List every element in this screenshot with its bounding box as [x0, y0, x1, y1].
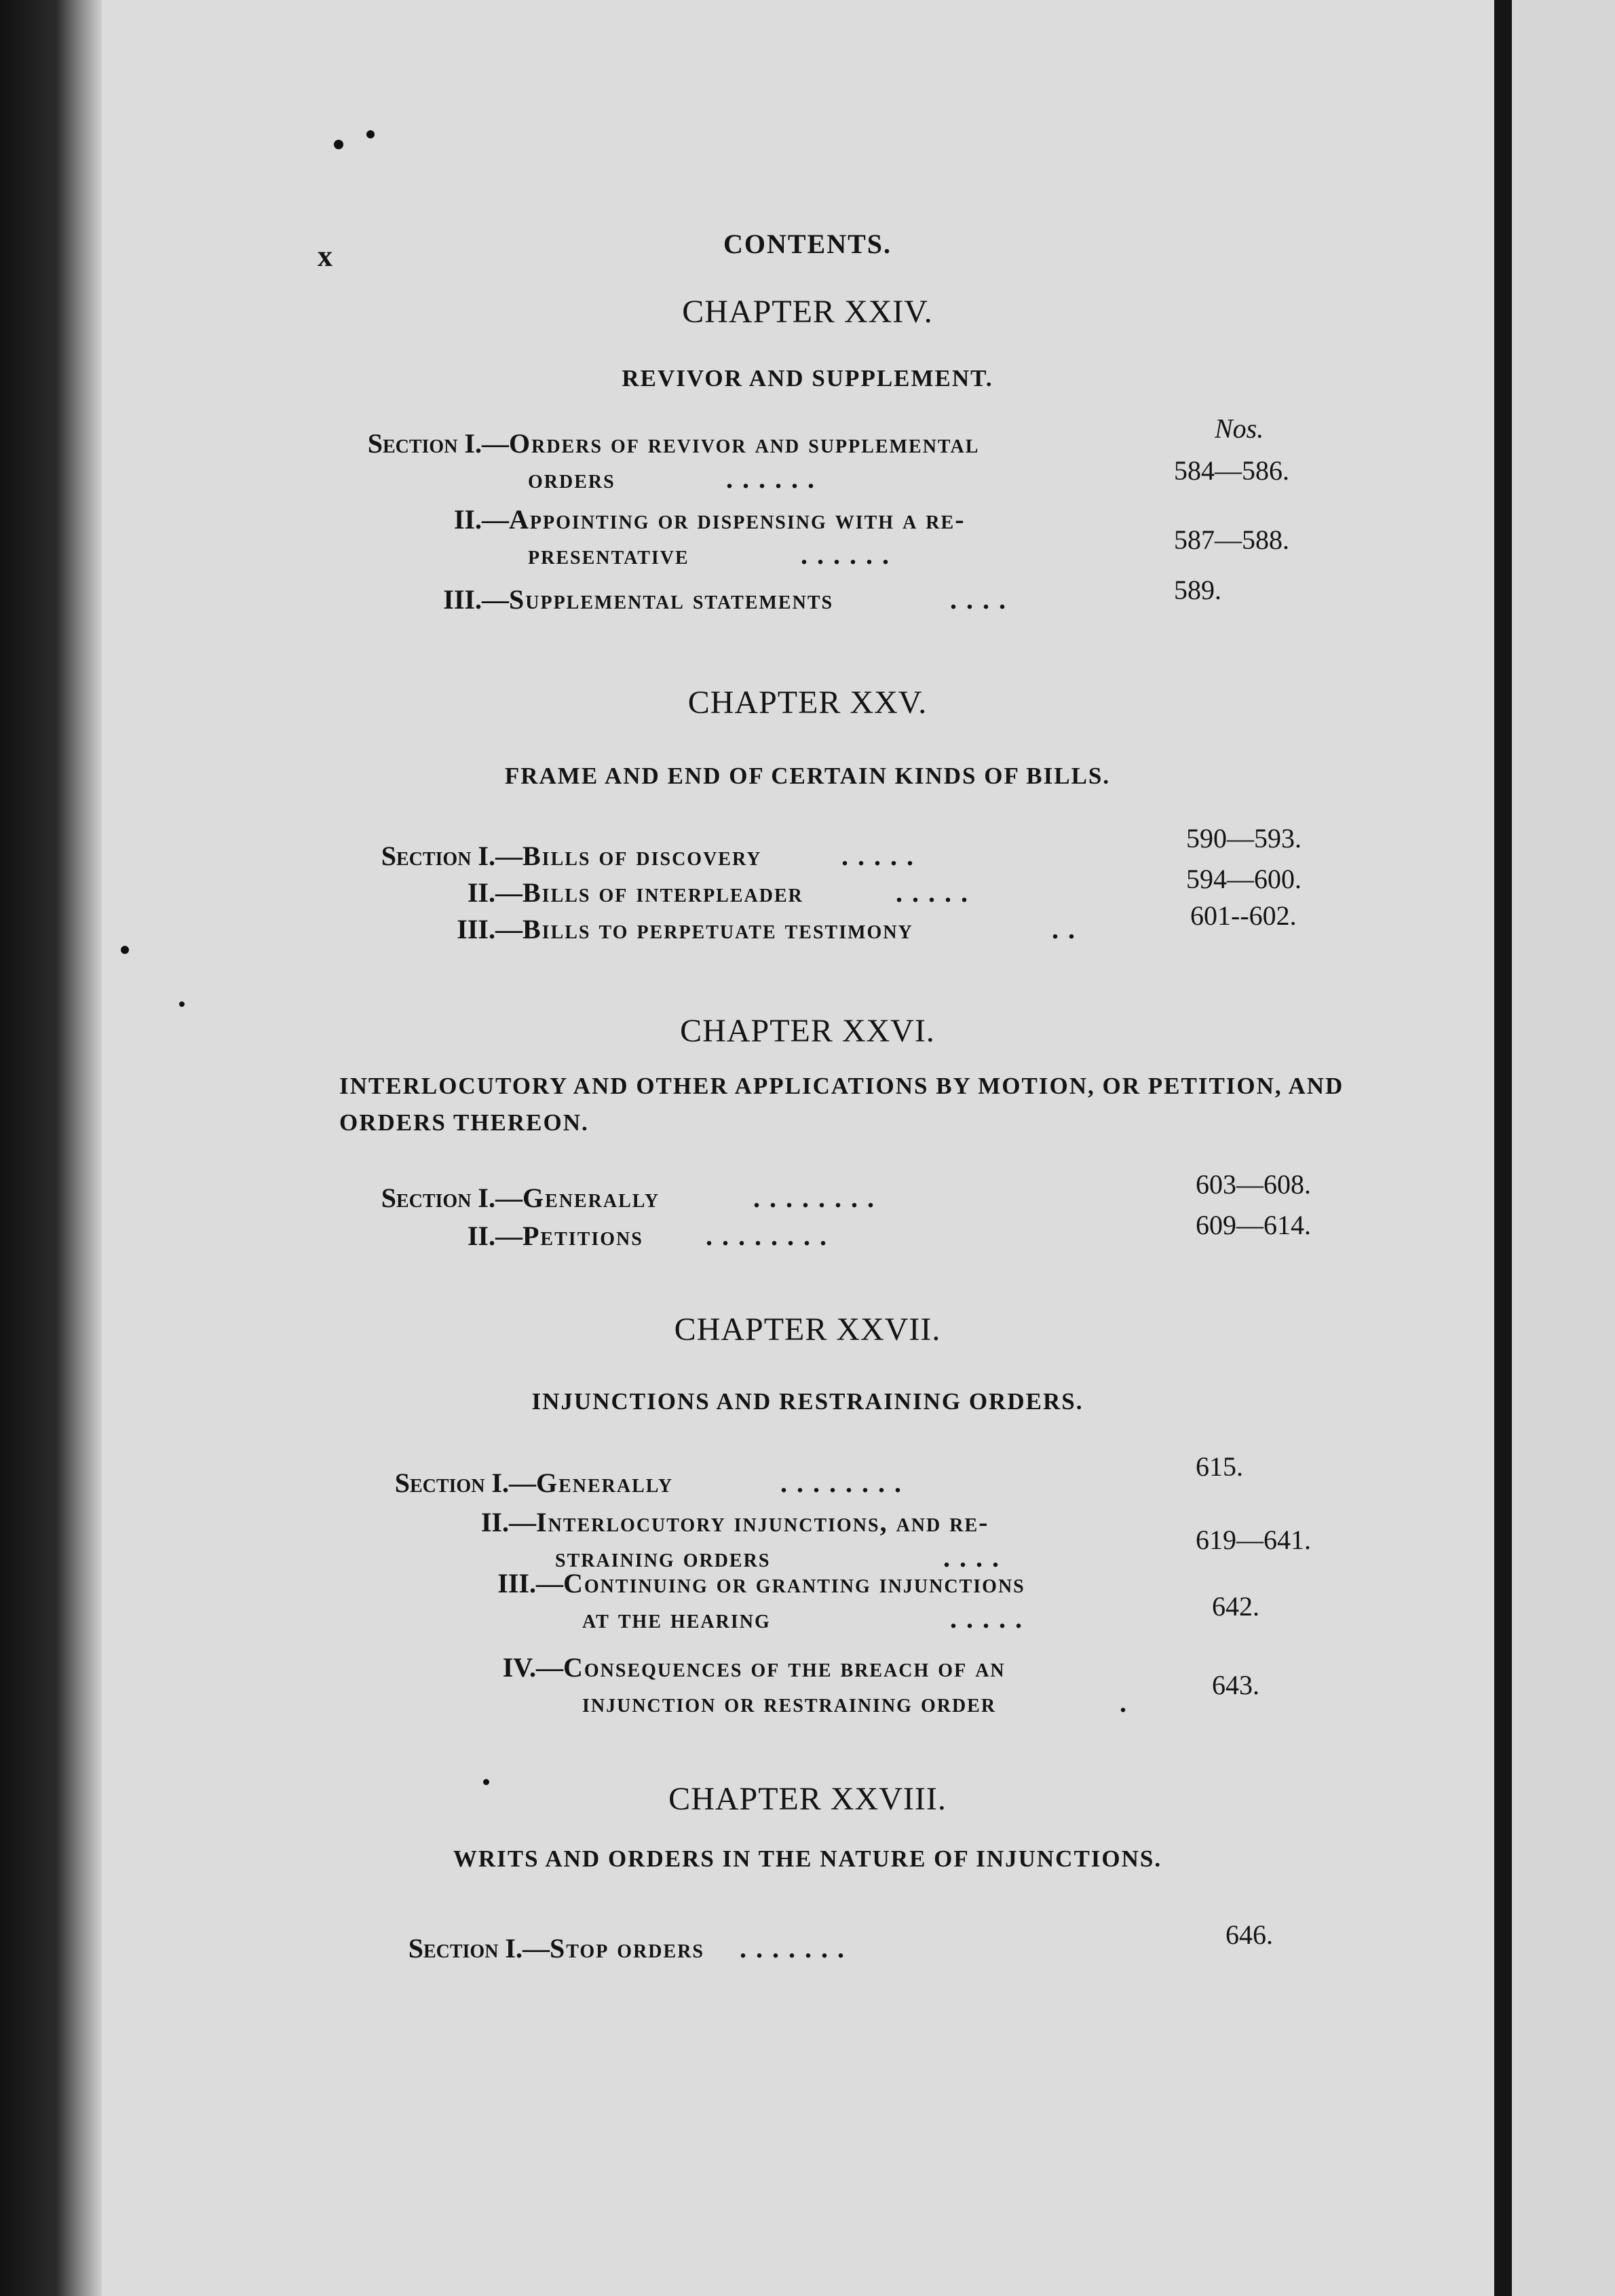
section-title-line: Generally [522, 1183, 660, 1213]
leader-dots: . . [1052, 914, 1076, 944]
section-prefix: II.— [480, 1507, 536, 1537]
section-prefix: Section I.— [408, 1933, 550, 1964]
section-title-line: Bills of interpleader [522, 877, 803, 908]
section-title [522, 875, 803, 911]
chapter-title: CHAPTER XXVII. [674, 1312, 941, 1347]
section-title [522, 1219, 643, 1254]
numbers-column-header: Nos. [1215, 413, 1264, 444]
section-title [522, 1181, 660, 1216]
section-prefix: Section I.— [381, 1183, 522, 1213]
section-title-line: Petitions [522, 1221, 643, 1251]
section-title-line: Consequences of the breach of an [563, 1652, 1006, 1683]
section-prefix: Section I.— [381, 841, 522, 871]
section-numbers: 643. [1212, 1670, 1259, 1700]
section-title [550, 1931, 704, 1966]
section-title-line: Supplemental statements [509, 584, 834, 615]
section-title-line: Generally [536, 1468, 674, 1498]
section-numbers: 642. [1212, 1591, 1259, 1622]
section-numbers: 589. [1174, 575, 1221, 605]
leader-dots: . . . . [943, 1542, 1000, 1573]
section-prefix: III.— [457, 914, 522, 944]
section-prefix: III.— [443, 584, 509, 615]
section-title-line: Continuing or granting injunctions [563, 1568, 1025, 1599]
section-numbers: 609—614. [1196, 1210, 1311, 1240]
section-title [563, 1650, 1006, 1721]
chapter-subtitle: REVIVOR AND SUPPLEMENT. [622, 365, 993, 391]
section-prefix: Section I.— [367, 428, 509, 459]
ink-speck [179, 1001, 185, 1007]
leader-dots: . . . . . . . [740, 1933, 846, 1964]
chapter-title: CHAPTER XXIV. [682, 294, 933, 330]
section-title-line: injunction or restraining order [582, 1687, 997, 1718]
chapter-title: CHAPTER XXVI. [680, 1013, 935, 1049]
section-numbers: 615. [1196, 1451, 1243, 1482]
section-title-line: presentative [528, 539, 689, 570]
leader-dots: . . . . . . . . [780, 1468, 902, 1498]
leader-dots: . . . . [950, 584, 1007, 615]
section-prefix: III.— [497, 1568, 563, 1599]
section-title-line: orders [528, 463, 615, 494]
section-numbers: 594—600. [1186, 864, 1302, 894]
section-title-line: at the hearing [582, 1603, 771, 1634]
section-title [522, 839, 761, 874]
leader-dots: . [1120, 1687, 1128, 1718]
section-prefix: II.— [453, 504, 509, 535]
book-gutter-right [1494, 0, 1512, 2296]
leader-dots: . . . . . . [726, 463, 816, 494]
leader-dots: . . . . . . . . [753, 1183, 875, 1213]
ink-speck [334, 140, 343, 149]
leader-dots: . . . . . [950, 1603, 1023, 1634]
chapter-subtitle: INTERLOCUTORY AND OTHER APPLICATIONS BY MOTION, OR PETITION, AND ORDERS THEREON. [339, 1073, 1344, 1136]
section-title-line: straining orders [555, 1542, 771, 1573]
chapter-title: CHAPTER XXVIII. [668, 1781, 947, 1817]
section-numbers: 603—608. [1196, 1169, 1311, 1200]
ink-speck [366, 130, 375, 138]
section-prefix: IV.— [502, 1652, 563, 1683]
chapter-subtitle: INJUNCTIONS AND RESTRAINING ORDERS. [531, 1388, 1084, 1415]
section-title-line: Orders of revivor and supplemental [509, 428, 980, 459]
section-numbers: 584—586. [1174, 455, 1289, 486]
ink-speck [121, 946, 129, 954]
section-title-line: Stop orders [550, 1933, 704, 1964]
section-title [536, 1505, 989, 1575]
running-head: CONTENTS. [723, 229, 892, 259]
section-title [522, 912, 913, 947]
leader-dots: . . . . . . [801, 539, 890, 570]
page-folio: x [318, 240, 332, 273]
chapter-title: CHAPTER XXV. [687, 685, 928, 721]
section-title-line: Bills of discovery [522, 841, 762, 871]
section-title [509, 582, 833, 617]
chapter-subtitle: FRAME AND END OF CERTAIN KINDS OF BILLS. [504, 763, 1111, 789]
section-title-line: Appointing or dispensing with a re- [509, 504, 966, 535]
section-numbers: 619—641. [1196, 1525, 1311, 1555]
section-prefix: Section I.— [394, 1468, 536, 1498]
leader-dots: . . . . . . . . [706, 1221, 828, 1251]
section-numbers: 646. [1226, 1919, 1273, 1950]
adjacent-page-edge [1512, 0, 1615, 2296]
section-numbers: 587—588. [1174, 524, 1289, 555]
section-numbers: 590—593. [1186, 823, 1302, 854]
section-prefix: II.— [467, 1221, 522, 1251]
section-title-line: Bills to perpetuate testimony [522, 914, 913, 944]
section-numbers: 601--602. [1190, 900, 1297, 931]
section-title [536, 1466, 673, 1501]
section-title [509, 502, 966, 573]
section-title-line: Interlocutory injunctions, and re- [536, 1507, 989, 1537]
chapter-subtitle: WRITS AND ORDERS IN THE NATURE OF INJUNCTIONS. [453, 1845, 1162, 1872]
section-prefix: II.— [467, 877, 522, 908]
leader-dots: . . . . . [841, 841, 915, 871]
leader-dots: . . . . . [896, 877, 969, 908]
book-gutter-left [0, 0, 102, 2296]
